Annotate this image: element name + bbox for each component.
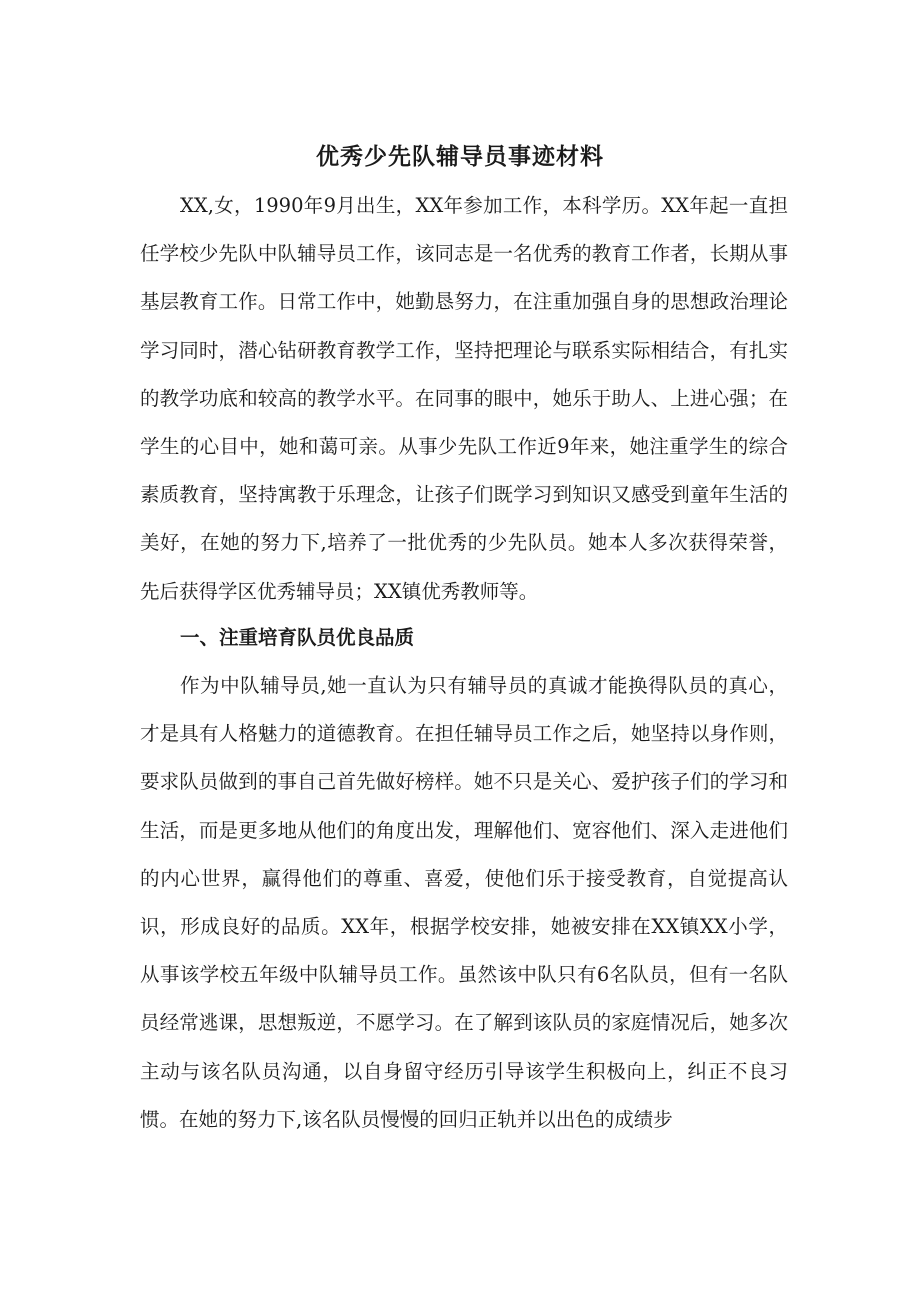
paragraph-intro: XX,女，1990年9月出生，XX年参加工作，本科学历。XX年起一直担任学校少先队中队辅导员工作，该同志是一名优秀的教育工作者，长期从事基层教育工作。日常工作中，她勤恳努力，在注重加强自身的思想政治理论学习同时，潜心钻研教育教学工作，坚持把理论与联系实际相结合，有扎实的教学功底和较高的教学水平。在同事的眼中，她乐于助人、上进心强；在学生的心目中，她和蔼可亲。从事少先队工作近9年来，她注重学生的综合素质教育，坚持寓教于乐理念，让孩子们既学习到知识又感受到童年生活的美好，在她的努力下,培养了一批优秀的少先队员。她本人多次获得荣誉，先后获得学区优秀辅导员；XX镇优秀教师等。 [140,194,788,603]
section-heading-1: 一、注重培育队员优良品质 [180,626,415,649]
paragraph-section-1: 作为中队辅导员,她一直认为只有辅导员的真诚才能换得队员的真心，才是具有人格魅力的道德教育。在担任辅导员工作之后，她坚持以身作则，要求队员做到的事自己首先做好榜样。她不只是关心、爱护孩子们的学习和生活，而是更多地从他们的角度出发，理解他们、宽容他们、深入走进他们的内心世界，赢得他们的尊重、喜爱，使他们乐于接受教育，自觉提高认识，形成良好的品质。XX年，根据学校安排，她被安排在XX镇XX小学，从事该学校五年级中队辅导员工作。虽然该中队只有6名队员，但有一名队员经常逃课，思想叛逆，不愿学习。在了解到该队员的家庭情况后，她多次主动与该名队员沟通，以自身留守经历引导该学生积极向上，纠正不良习惯。在她的努力下,该名队员慢慢的回归正轨并以出色的成绩步 [140,674,788,1131]
document-title: 优秀少先队辅导员事迹材料 [316,144,604,170]
